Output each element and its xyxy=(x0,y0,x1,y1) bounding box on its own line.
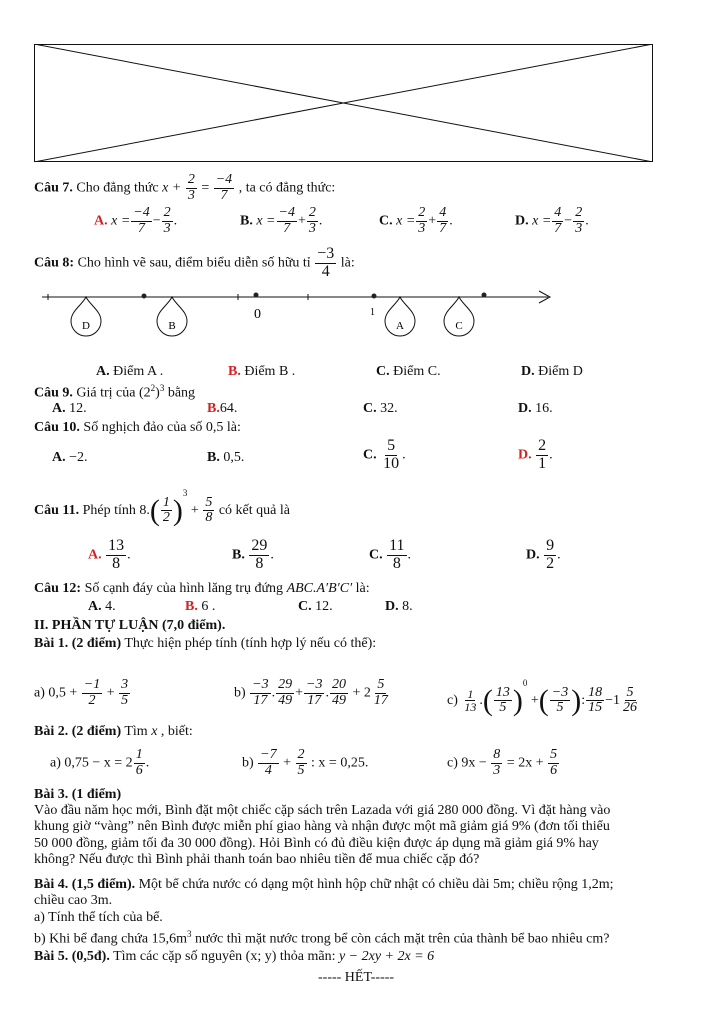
q7-opts-1-expr-n2: 2 xyxy=(308,205,316,220)
bai2-b-lbl: b) xyxy=(242,755,254,771)
q11-n2: 5 xyxy=(205,494,213,510)
bai1-b-d4: 49 xyxy=(331,692,346,708)
q8-option-c xyxy=(376,364,441,380)
bai1-c-lbl: c) xyxy=(447,693,458,708)
bai3-lines-3: không? Nếu được thì Bình phải thanh toán bao nhiêu tiền để mua chiếc cặp đó? xyxy=(34,852,480,868)
q10-text: Số nghịch đảo của số 0,5 là: xyxy=(83,420,241,435)
q9-text: Giá trị của xyxy=(76,385,136,401)
q8-option-a xyxy=(96,364,163,380)
q8-opts-3-text: Điểm D xyxy=(538,364,583,379)
q11-option-b xyxy=(232,538,274,573)
bai1-b-d1: 17 xyxy=(253,692,268,708)
bai1-a-op: + xyxy=(106,685,115,701)
bai1-b-d3: 17 xyxy=(307,692,322,708)
bai1-a-n2: 3 xyxy=(121,677,129,692)
q9-suffix: bằng xyxy=(167,385,196,401)
q8-opts-0-text: Điểm A . xyxy=(113,364,164,379)
q10-opts-3-d: 1 xyxy=(538,454,547,472)
q9-opts-0-letter: A. xyxy=(52,401,66,416)
q7-option-b xyxy=(240,206,322,236)
q11-label: Câu 11. xyxy=(34,503,80,518)
q7-opts-2-expr-op: + xyxy=(428,213,437,229)
q11-suffix: có kết quả là xyxy=(218,503,290,518)
q7-text: Cho đẳng thức xyxy=(76,180,159,196)
q7-label: Câu 7. xyxy=(34,180,73,196)
q11-opts-3-letter: D. xyxy=(526,547,540,563)
q7-eq-n1: 2 xyxy=(187,172,195,187)
bai1-c-d4: 15 xyxy=(588,700,603,716)
q12-option-b xyxy=(185,599,215,615)
q10-opts-3-letter: D. xyxy=(518,447,532,463)
q10-label: Câu 10. xyxy=(34,420,80,435)
bai1-b-d2: 49 xyxy=(278,692,293,708)
bai2-b-op: + xyxy=(283,755,292,771)
q9-opts-1-letter: B. xyxy=(207,401,220,416)
q7-opts-0-expr-d2: 3 xyxy=(163,220,171,236)
q11-opts-3-n: 9 xyxy=(546,537,555,554)
point-B: B xyxy=(168,320,176,332)
q9-close: ) xyxy=(155,385,160,401)
q11-op: + xyxy=(190,503,199,518)
q7-eq-d2: 7 xyxy=(220,187,228,203)
q11-opts-2-n: 11 xyxy=(389,537,405,554)
tick-dot xyxy=(254,293,259,298)
bai1-c-n4: 18 xyxy=(588,684,603,700)
q7-suffix: , ta có đẳng thức: xyxy=(238,180,336,196)
q9-option-b xyxy=(207,401,237,417)
point-A: A xyxy=(396,320,404,332)
bai1-c-exp: 0 xyxy=(522,678,528,688)
bai2-stem xyxy=(34,724,193,740)
q10-option-c xyxy=(363,438,406,473)
bai2-a-lbl: a) xyxy=(50,755,61,771)
q10-opts-0-letter: A. xyxy=(52,450,66,465)
q11-stem: Câu 11. Phép tính 8.( $\frac{1}{2}$ )$^3$ + $\frac{5}{8}$ có kết quả là xyxy=(34,488,290,527)
q7-opts-3-expr-n1: 4 xyxy=(554,205,562,220)
bai1-c-op1: + xyxy=(530,693,539,708)
bai1-a-lbl: a) xyxy=(34,685,45,701)
bai5 xyxy=(34,949,434,965)
bai1-a-n1: −1 xyxy=(83,677,101,692)
q10-opts-2-d: 10 xyxy=(383,454,400,472)
q11-option-a xyxy=(88,538,131,573)
q7-option-a xyxy=(94,206,177,236)
q11-opts-2-letter: C. xyxy=(369,547,383,563)
q7-opts-2-letter: C. xyxy=(379,213,393,229)
q7-opts-0-expr-n2: 2 xyxy=(163,205,171,220)
bai1-a-d2: 5 xyxy=(121,692,129,708)
bai1-b-n2: 29 xyxy=(278,677,293,692)
q11-opts-1-n: 29 xyxy=(251,537,268,554)
bai2-b-d2: 5 xyxy=(297,762,305,778)
bai2-c-n1: 8 xyxy=(493,747,501,762)
q9-base: (2 xyxy=(139,385,151,401)
q11-opts-0-d: 8 xyxy=(112,554,121,572)
q9-option-c xyxy=(363,401,398,417)
bai3-label: Bài 3. (1 điểm) xyxy=(34,787,122,802)
q10-opts-2-end: . xyxy=(402,447,406,463)
q10-opts-2-letter: C. xyxy=(363,447,377,463)
q7-eq-n2: −4 xyxy=(215,172,233,187)
q11-opts-1-d: 8 xyxy=(255,554,264,572)
bai4-body xyxy=(34,877,694,948)
bai2-c-n2: 5 xyxy=(550,747,558,762)
q8-label: Câu 8: xyxy=(34,255,75,271)
q9-option-d xyxy=(518,401,553,417)
q10-opts-3-n: 2 xyxy=(538,437,547,454)
bai2-c-lead: 9x − xyxy=(461,755,487,771)
q10-stem xyxy=(34,420,241,436)
q7-opts-3-letter: D. xyxy=(515,213,529,229)
bai2-suffix: , biết: xyxy=(160,724,193,739)
bai1-c-dot: . xyxy=(479,693,483,708)
bai3-lines-1: khung giờ “vàng” nên Bình được miễn phí giao hàng và nhận được một mã giảm giá 9% (đơn tối thiểu xyxy=(34,819,610,835)
q7-stem xyxy=(34,173,335,203)
q7-opts-0-expr-end: . xyxy=(173,213,178,229)
bai4-a: a) Tính thể tích của bể. xyxy=(34,909,163,925)
bai4-line1: Một bể chứa nước có dạng một hình hộp chữ nhật có chiều dài 5m; chiều rộng 1,2m; xyxy=(138,877,614,892)
bai1-stem xyxy=(34,636,376,652)
q11-opts-1-end: . xyxy=(270,547,274,563)
q7-opts-1-expr-n1: −4 xyxy=(278,205,295,220)
bai5-label: Bài 5. (0,5đ). xyxy=(34,949,110,964)
q8-opts-1-text: Điểm B . xyxy=(244,364,296,379)
tick-dot xyxy=(142,294,147,299)
q12-opts-3-letter: D. xyxy=(385,599,399,614)
q8-stem xyxy=(34,246,355,281)
q7-option-d xyxy=(515,206,589,236)
bai4-b_pre: b) Khi bể đang chứa 15,6m xyxy=(34,931,187,947)
q12-opts-0-text: 4. xyxy=(105,599,116,614)
point-C: C xyxy=(455,320,463,332)
q11-text: Phép tính xyxy=(82,503,136,518)
q11-option-c xyxy=(369,538,411,573)
q12-opts-1-letter: B. xyxy=(185,599,198,614)
q12-prism: ABC.A′B′C′ xyxy=(286,581,353,596)
q10-opts-2-n: 5 xyxy=(387,437,396,454)
q12-label: Câu 12: xyxy=(34,581,82,596)
q8-option-d xyxy=(521,364,583,380)
q11-lead: 8. xyxy=(139,503,150,518)
q11-opts-1-letter: B. xyxy=(232,547,245,563)
q7-opts-3-expr-lead: x = xyxy=(532,213,552,229)
bai2-c-d2: 6 xyxy=(550,762,558,778)
bai1-b-n5: 5 xyxy=(377,677,385,692)
bai1-a-lead: 0,5 + xyxy=(48,685,78,701)
bai2-b-n2: 2 xyxy=(297,747,305,762)
bai1-b-n1: −3 xyxy=(252,677,269,692)
q8-frac_n: −3 xyxy=(317,245,335,262)
bai1-b-n4: 20 xyxy=(331,677,346,692)
q10-option-a xyxy=(52,450,88,466)
q12-opts-2-text: 12. xyxy=(315,599,333,614)
bai3-lines-0: Vào đầu năm học mới, Bình đặt một chiếc cặp sách trên Lazada với giá 280 000 đồng. Vì đặt hàng vào xyxy=(34,803,611,818)
q12-opts-0-letter: A. xyxy=(88,599,102,614)
bai2-a xyxy=(50,748,149,778)
bai1-a xyxy=(34,678,131,708)
q7-opts-3-expr-end: . xyxy=(585,213,589,229)
q7-opts-2-expr-n2: 4 xyxy=(439,205,447,220)
number-line-figure xyxy=(38,283,558,343)
q11-opts-0-letter: A. xyxy=(88,547,102,563)
q11-opts-3-end: . xyxy=(557,547,561,563)
q8-opts-1-letter: B. xyxy=(228,364,241,379)
q12-option-a xyxy=(88,599,116,615)
q7-opts-3-expr-d2: 3 xyxy=(575,220,583,236)
q7-opts-1-expr-d1: 7 xyxy=(283,220,291,236)
q11-opts-2-d: 8 xyxy=(392,554,401,572)
q11-d2: 8 xyxy=(205,510,213,526)
bai1-c-op2: −1 xyxy=(605,693,621,708)
bai1-c-n3: −3 xyxy=(551,684,569,700)
q10-opts-3-end: . xyxy=(549,447,553,463)
bai4-label: Bài 4. (1,5 điểm). xyxy=(34,877,136,892)
q12-option-c xyxy=(298,599,333,615)
q7-opts-1-expr-d2: 3 xyxy=(308,220,316,236)
q9-opts-2-text: 32. xyxy=(380,401,398,416)
point-D: D xyxy=(82,320,90,332)
q9-exp1: 2 xyxy=(150,383,156,393)
q9-option-a xyxy=(52,401,87,417)
q9-opts-2-letter: C. xyxy=(363,401,377,416)
bai1-c: c) $\frac{1}{13}$ .( $\frac{13}{5}$ )$^0$ +( $\frac{-3}{5}$ ): $\frac{18}{15}$ −1 $\frac{5}{26}$ xyxy=(447,678,638,717)
q10-option-b xyxy=(207,450,244,466)
bai2-b-n1: −7 xyxy=(260,747,277,762)
q7-eq-d1: 3 xyxy=(187,187,195,203)
bai4-b_sup: 3 xyxy=(187,929,192,940)
q11-exp: 3 xyxy=(182,488,188,498)
q7-option-c xyxy=(379,206,453,236)
bai2-a-d: 6 xyxy=(135,762,143,778)
bai2-text: Tìm xyxy=(124,724,148,739)
q11-d1: 2 xyxy=(162,510,170,526)
bai2-var: x xyxy=(151,724,158,739)
q7-opts-2-expr-end: . xyxy=(449,213,453,229)
bai1-b xyxy=(234,678,391,708)
bai2-c-mid: = 2x + xyxy=(506,755,544,771)
q9-opts-0-text: 12. xyxy=(69,401,87,416)
bai1-b-op2: + 2 xyxy=(352,685,371,701)
bai5-text: Tìm các cặp số nguyên (x; y) thỏa mãn: xyxy=(113,949,336,964)
q7-opts-3-expr-n2: 2 xyxy=(575,205,583,220)
q9-stem xyxy=(34,383,195,402)
q10-opts-1-text: 0,5. xyxy=(223,450,245,465)
q8-opts-2-text: Điểm C. xyxy=(393,364,441,379)
q12-option-d xyxy=(385,599,413,615)
q7-opts-1-expr-op: + xyxy=(297,213,306,229)
bai1-c-colon: : xyxy=(581,693,586,708)
q11-opts-3-d: 2 xyxy=(546,554,555,572)
q7-opts-0-expr-lead: x = xyxy=(111,213,131,229)
q9-opts-1-text: 64. xyxy=(219,401,238,416)
bai1-b-op1: + xyxy=(295,685,304,701)
q7-opts-0-expr-d1: 7 xyxy=(138,220,146,236)
bai1-b-n3: −3 xyxy=(306,677,323,692)
bai2-a-n: 1 xyxy=(135,747,143,762)
q8-text: Cho hình vẽ sau, điểm biểu diễn số hữu tỉ xyxy=(77,255,311,271)
q12-opts-2-letter: C. xyxy=(298,599,312,614)
bai1-c-d5: 26 xyxy=(623,700,638,716)
q7-opts-2-expr-lead: x = xyxy=(396,213,416,229)
q8-frac_d: 4 xyxy=(321,262,330,280)
q8-suffix: là: xyxy=(340,255,355,271)
bai1-b-lbl: b) xyxy=(234,685,246,701)
tick-dot xyxy=(372,294,377,299)
q12-stem xyxy=(34,581,370,597)
q7-opts-1-expr-end: . xyxy=(318,213,323,229)
q7-eq-x: x + xyxy=(162,180,182,196)
bai2-a-lead: 0,75 − x = 2 xyxy=(64,755,133,771)
bai2-b-d1: 4 xyxy=(264,762,272,778)
bai2-c xyxy=(447,748,560,778)
bai1-c-d3: 5 xyxy=(556,700,564,716)
q7-eq-eq: = xyxy=(201,180,210,196)
end-mark: ----- HẾT----- xyxy=(318,970,395,985)
q7-opts-0-expr-n1: −4 xyxy=(133,205,150,220)
bai1-c-n5: 5 xyxy=(626,684,634,700)
bai1-b-dot1: . xyxy=(271,685,276,701)
q8-opts-0-letter: A. xyxy=(96,364,110,379)
placeholder-image-box xyxy=(34,44,653,162)
q9-opts-3-letter: D. xyxy=(518,401,532,416)
bai4-line2: chiều cao 3m. xyxy=(34,893,113,909)
q12-suffix: là: xyxy=(355,581,370,596)
part2-title: II. PHẦN TỰ LUẬN (7,0 điểm). xyxy=(34,618,226,633)
bai1-text: Thực hiện phép tính (tính hợp lý nếu có thể): xyxy=(124,636,377,651)
q10-option-d xyxy=(518,438,553,473)
label-one: 1 xyxy=(370,307,375,318)
bai1-b-d5: 17 xyxy=(373,692,388,708)
q8-option-b xyxy=(228,364,295,380)
bai2-a-end: . xyxy=(145,755,150,771)
bai1-label: Bài 1. (2 điểm) xyxy=(34,636,122,651)
q9-exp2: 3 xyxy=(159,383,165,393)
bai1-c-n1: 1 xyxy=(467,686,474,701)
q7-opts-0-letter: A. xyxy=(94,213,108,229)
bai5-eq: y − 2xy + 2x = 6 xyxy=(338,949,435,964)
bai2-c-lbl: c) xyxy=(447,755,458,771)
bai3-body xyxy=(34,803,694,869)
q12-opts-3-text: 8. xyxy=(402,599,413,614)
q9-opts-3-text: 16. xyxy=(535,401,553,416)
bai3-lines-2: 50 000 đồng, giảm tối đa 30 000 đồng). Hỏi Bình có đủ điều kiện được áp dụng mã giảm giá 9% hay xyxy=(34,835,599,851)
bai1-c-n2: 13 xyxy=(495,684,510,700)
q7-opts-1-letter: B. xyxy=(240,213,253,229)
q7-opts-2-expr-d1: 3 xyxy=(418,220,426,236)
bai1-c-d1: 13 xyxy=(464,700,477,715)
q11-option-d xyxy=(526,538,561,573)
q11-opts-2-end: . xyxy=(407,547,412,563)
q7-opts-2-expr-n1: 2 xyxy=(418,205,426,220)
q11-opts-0-n: 13 xyxy=(108,537,125,554)
bai2-c-d1: 3 xyxy=(493,762,501,778)
bai2-b-tail: : x = 0,25. xyxy=(311,755,369,771)
q7-opts-1-expr-lead: x = xyxy=(256,213,276,229)
q8-opts-2-letter: C. xyxy=(376,364,390,379)
label-zero: 0 xyxy=(254,307,261,322)
bai4-b_post: nước thì mặt nước trong bể còn cách mặt trên của thành bể bao nhiêu cm? xyxy=(195,931,610,947)
bai1-c-d2: 5 xyxy=(499,700,507,716)
q10-opts-0-text: −2. xyxy=(69,450,88,465)
q7-opts-0-expr-op: − xyxy=(152,213,161,229)
q7-opts-3-expr-d1: 7 xyxy=(554,220,562,236)
q11-opts-0-end: . xyxy=(127,547,131,563)
q10-opts-1-letter: B. xyxy=(207,450,220,465)
bai2-b xyxy=(242,748,368,778)
q11-n1: 1 xyxy=(162,494,170,510)
q8-opts-3-letter: D. xyxy=(521,364,535,379)
bai1-a-d1: 2 xyxy=(88,692,96,708)
bai2-label: Bài 2. (2 điểm) xyxy=(34,724,122,739)
tick-dot xyxy=(482,293,487,298)
q9-label: Câu 9. xyxy=(34,385,73,401)
q12-text: Số cạnh đáy của hình lăng trụ đứng xyxy=(84,581,284,596)
bai1-b-dot2: . xyxy=(325,685,329,701)
q7-opts-2-expr-d2: 7 xyxy=(439,220,447,236)
q7-opts-3-expr-op: − xyxy=(564,213,573,229)
q12-opts-1-text: 6 . xyxy=(201,599,216,614)
